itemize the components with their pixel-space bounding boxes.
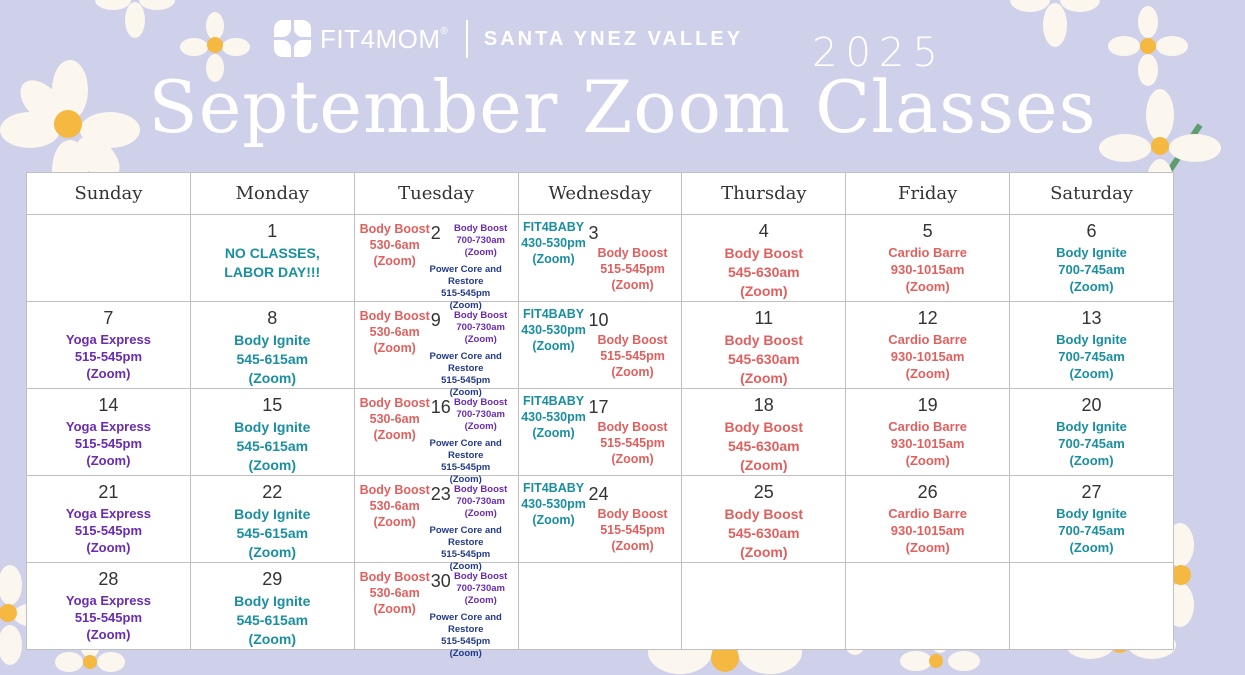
class-line: (Zoom) bbox=[740, 283, 788, 299]
class-line: 930-1015am bbox=[890, 262, 965, 277]
class-line: (Zoom) bbox=[464, 334, 497, 345]
class-line: (Zoom) bbox=[449, 387, 482, 398]
class-line: Body Ignite bbox=[1056, 245, 1127, 260]
weekday-saturday: Saturday bbox=[1010, 173, 1174, 215]
day-number: 29 bbox=[262, 569, 283, 589]
class-entry bbox=[682, 418, 845, 475]
class-line: (Zoom) bbox=[248, 457, 296, 473]
class-line: (Zoom) bbox=[373, 341, 416, 355]
day-number: 3 bbox=[588, 223, 599, 243]
brand-divider bbox=[466, 20, 468, 58]
day-number: 16 bbox=[430, 397, 451, 417]
calendar-day-22 bbox=[190, 476, 354, 563]
class-entry bbox=[682, 244, 845, 301]
class-entry bbox=[191, 244, 354, 282]
class-line: Power Core and Restore bbox=[429, 525, 502, 548]
calendar-day-25 bbox=[682, 476, 846, 563]
class-line: Body Ignite bbox=[1056, 332, 1127, 347]
class-line: FIT4BABY bbox=[522, 220, 585, 234]
class-line: 545-615am bbox=[236, 351, 309, 367]
weekday-monday: Monday bbox=[190, 173, 354, 215]
class-line: (Zoom) bbox=[86, 366, 131, 381]
class-entry bbox=[682, 331, 845, 388]
calendar-day-empty bbox=[518, 563, 682, 650]
class-line: Body Boost bbox=[359, 222, 430, 236]
calendar-day-7 bbox=[27, 302, 191, 389]
class-line: (Zoom) bbox=[905, 453, 950, 468]
class-line: (Zoom) bbox=[905, 540, 950, 555]
class-line: (Zoom) bbox=[740, 544, 788, 560]
class-body-boost-morning bbox=[359, 569, 431, 617]
calendar-week-row bbox=[27, 476, 1174, 563]
class-line: 545-630am bbox=[727, 351, 800, 367]
class-line: Body Ignite bbox=[1056, 419, 1127, 434]
class-line: 530-6am bbox=[369, 499, 420, 513]
year-label: 2025 bbox=[812, 30, 946, 76]
calendar-day-27 bbox=[1010, 476, 1174, 563]
class-line: (Zoom) bbox=[373, 428, 416, 442]
class-line: 515-545pm bbox=[441, 636, 491, 647]
class-line: Body Boost bbox=[724, 419, 804, 435]
class-line: (Zoom) bbox=[1069, 540, 1114, 555]
weekday-friday: Friday bbox=[846, 173, 1010, 215]
class-fit4baby bbox=[519, 306, 589, 354]
class-line: LABOR DAY!!! bbox=[224, 264, 321, 280]
class-line: (Zoom) bbox=[248, 370, 296, 386]
class-line: Body Boost bbox=[359, 396, 430, 410]
registered-mark: ® bbox=[440, 26, 448, 37]
class-entry bbox=[846, 244, 1009, 295]
class-line: 700-730am bbox=[456, 496, 505, 507]
class-line: 700-730am bbox=[456, 409, 505, 420]
class-line: (Zoom) bbox=[373, 254, 416, 268]
day-number: 21 bbox=[98, 482, 119, 502]
class-line: (Zoom) bbox=[449, 648, 482, 659]
day-number: 9 bbox=[430, 310, 441, 330]
class-line: (Zoom) bbox=[86, 627, 131, 642]
class-entry bbox=[27, 418, 190, 469]
class-line: Body Boost bbox=[454, 571, 508, 582]
day-number: 25 bbox=[753, 482, 774, 502]
class-line: 515-545pm bbox=[74, 349, 143, 364]
class-line: 530-6am bbox=[369, 586, 420, 600]
day-number: 1 bbox=[267, 221, 278, 241]
class-entry bbox=[1010, 331, 1173, 382]
class-line: Body Ignite bbox=[234, 419, 311, 435]
class-line: 700-730am bbox=[456, 322, 505, 333]
class-body-boost-evening bbox=[591, 245, 675, 293]
class-line: (Zoom) bbox=[86, 540, 131, 555]
class-fit4baby bbox=[519, 219, 589, 267]
calendar-day-16 bbox=[354, 389, 518, 485]
class-line: Body Boost bbox=[359, 483, 430, 497]
class-line: Power Core and Restore bbox=[429, 351, 502, 374]
class-line: (Zoom) bbox=[373, 602, 416, 616]
class-line: Cardio Barre bbox=[888, 419, 968, 434]
class-line: (Zoom) bbox=[611, 278, 654, 292]
class-line: (Zoom) bbox=[449, 300, 482, 311]
class-line: Body Boost bbox=[597, 420, 668, 434]
class-line: Body Boost bbox=[597, 246, 668, 260]
brand-header bbox=[272, 18, 743, 60]
daisy-flower-icon bbox=[95, 0, 175, 40]
class-line: Power Core and Restore bbox=[429, 264, 502, 287]
class-line: 930-1015am bbox=[890, 349, 965, 364]
class-line: 545-615am bbox=[236, 612, 309, 628]
class-body-boost-morning bbox=[359, 221, 431, 269]
class-line: 515-545pm bbox=[74, 523, 143, 538]
class-body-boost-early bbox=[451, 571, 511, 607]
class-line: 930-1015am bbox=[890, 523, 965, 538]
class-line: 530-6am bbox=[369, 325, 420, 339]
day-number: 10 bbox=[588, 310, 609, 330]
class-entry bbox=[27, 331, 190, 382]
class-line: (Zoom) bbox=[611, 539, 654, 553]
class-line: Power Core and Restore bbox=[429, 438, 502, 461]
class-line: (Zoom) bbox=[740, 457, 788, 473]
calendar-day-28 bbox=[27, 563, 191, 650]
calendar-day-empty bbox=[846, 563, 1010, 650]
calendar-day-19 bbox=[846, 389, 1010, 476]
day-number: 20 bbox=[1081, 395, 1102, 415]
class-line: (Zoom) bbox=[86, 453, 131, 468]
class-line: Body Boost bbox=[454, 397, 508, 408]
class-line: 700-745am bbox=[1058, 349, 1125, 364]
class-line: Body Boost bbox=[724, 245, 804, 261]
day-number: 19 bbox=[917, 395, 938, 415]
class-body-boost-evening bbox=[591, 419, 675, 467]
day-number: 8 bbox=[267, 308, 278, 328]
day-number: 12 bbox=[917, 308, 938, 328]
class-line: Cardio Barre bbox=[888, 245, 968, 260]
class-fit4baby bbox=[519, 480, 589, 528]
class-body-boost-evening bbox=[591, 332, 675, 380]
class-line: (Zoom) bbox=[1069, 279, 1114, 294]
day-number: 13 bbox=[1081, 308, 1102, 328]
calendar-day-23 bbox=[354, 476, 518, 572]
class-line: (Zoom) bbox=[464, 247, 497, 258]
class-line: Body Boost bbox=[724, 332, 804, 348]
weekday-thursday: Thursday bbox=[682, 173, 846, 215]
class-body-boost-early bbox=[451, 223, 511, 259]
class-line: (Zoom) bbox=[532, 426, 575, 440]
class-line: Yoga Express bbox=[65, 419, 151, 434]
class-line: 545-630am bbox=[727, 264, 800, 280]
weekday-sunday: Sunday bbox=[27, 173, 191, 215]
day-number: 14 bbox=[98, 395, 119, 415]
calendar-day-26 bbox=[846, 476, 1010, 563]
day-number: 23 bbox=[430, 484, 451, 504]
class-line: 430-530pm bbox=[521, 236, 586, 250]
class-line: FIT4BABY bbox=[522, 394, 585, 408]
class-line: (Zoom) bbox=[905, 279, 950, 294]
calendar-day-11 bbox=[682, 302, 846, 389]
class-line: (Zoom) bbox=[1069, 366, 1114, 381]
calendar-day-3 bbox=[518, 215, 682, 302]
calendar-day-9 bbox=[354, 302, 518, 398]
class-line: (Zoom) bbox=[532, 339, 575, 353]
class-body-boost-early bbox=[451, 397, 511, 433]
class-line: FIT4BABY bbox=[522, 307, 585, 321]
calendar-day-8 bbox=[190, 302, 354, 389]
calendar-day-15 bbox=[190, 389, 354, 476]
class-line: (Zoom) bbox=[449, 474, 482, 485]
class-line: Body Boost bbox=[597, 333, 668, 347]
class-line: 515-545pm bbox=[74, 610, 143, 625]
class-line: Body Ignite bbox=[234, 506, 311, 522]
class-line: (Zoom) bbox=[464, 508, 497, 519]
class-body-boost-early bbox=[451, 310, 511, 346]
class-line: (Zoom) bbox=[248, 544, 296, 560]
class-line: (Zoom) bbox=[905, 366, 950, 381]
class-line: (Zoom) bbox=[1069, 453, 1114, 468]
class-line: NO CLASSES, bbox=[224, 245, 320, 261]
class-line: 515-545pm bbox=[441, 288, 491, 299]
class-line: Body Boost bbox=[359, 570, 430, 584]
class-entry bbox=[846, 418, 1009, 469]
page-title: September Zoom Classes bbox=[148, 65, 1097, 149]
class-power-core bbox=[411, 612, 521, 660]
class-entry bbox=[1010, 418, 1173, 469]
class-line: 515-545pm bbox=[600, 262, 665, 276]
calendar-day-12 bbox=[846, 302, 1010, 389]
class-line: 700-730am bbox=[456, 235, 505, 246]
day-number: 15 bbox=[262, 395, 283, 415]
class-line: (Zoom) bbox=[464, 595, 497, 606]
class-line: 700-730am bbox=[456, 583, 505, 594]
class-line: 545-630am bbox=[727, 525, 800, 541]
calendar-day-13 bbox=[1010, 302, 1174, 389]
day-number: 11 bbox=[754, 308, 774, 328]
class-line: Body Boost bbox=[454, 223, 508, 234]
class-line: Body Ignite bbox=[1056, 506, 1127, 521]
class-line: 700-745am bbox=[1058, 262, 1125, 277]
class-entry bbox=[27, 505, 190, 556]
class-line: (Zoom) bbox=[740, 370, 788, 386]
class-entry bbox=[191, 331, 354, 388]
calendar-day-empty bbox=[27, 215, 191, 302]
calendar-week-row bbox=[27, 302, 1174, 389]
calendar-day-14 bbox=[27, 389, 191, 476]
day-number: 28 bbox=[98, 569, 119, 589]
calendar-day-29 bbox=[190, 563, 354, 650]
class-line: Cardio Barre bbox=[888, 506, 968, 521]
class-line: Body Boost bbox=[724, 506, 804, 522]
day-number: 7 bbox=[103, 308, 114, 328]
day-number: 4 bbox=[758, 221, 769, 241]
calendar-day-24 bbox=[518, 476, 682, 563]
class-line: 930-1015am bbox=[890, 436, 965, 451]
class-line: 515-545pm bbox=[74, 436, 143, 451]
calendar-week-row bbox=[27, 215, 1174, 302]
class-line: 700-745am bbox=[1058, 523, 1125, 538]
class-entry bbox=[846, 331, 1009, 382]
calendar-day-1 bbox=[190, 215, 354, 302]
class-line: Cardio Barre bbox=[888, 332, 968, 347]
class-line: 430-530pm bbox=[521, 497, 586, 511]
class-body-boost-morning bbox=[359, 395, 431, 443]
calendar-week-row bbox=[27, 389, 1174, 476]
calendar-day-20 bbox=[1010, 389, 1174, 476]
class-line: Yoga Express bbox=[65, 593, 151, 608]
class-line: Body Boost bbox=[454, 484, 508, 495]
class-entry bbox=[846, 505, 1009, 556]
day-number: 30 bbox=[430, 571, 451, 591]
class-line: Body Boost bbox=[359, 309, 430, 323]
class-line: Yoga Express bbox=[65, 332, 151, 347]
day-number: 18 bbox=[753, 395, 774, 415]
class-line: 515-545pm bbox=[600, 436, 665, 450]
brand-name: FIT4MOM bbox=[320, 23, 441, 54]
class-line: Power Core and Restore bbox=[429, 612, 502, 635]
class-entry bbox=[191, 418, 354, 475]
class-line: (Zoom) bbox=[464, 421, 497, 432]
class-line: 515-545pm bbox=[441, 549, 491, 560]
class-line: (Zoom) bbox=[611, 365, 654, 379]
class-line: (Zoom) bbox=[532, 513, 575, 527]
class-line: 545-615am bbox=[236, 525, 309, 541]
day-number: 22 bbox=[262, 482, 283, 502]
day-number: 17 bbox=[588, 397, 609, 417]
calendar-day-empty bbox=[682, 563, 846, 650]
day-number: 24 bbox=[588, 484, 609, 504]
fit4mom-logo-icon bbox=[272, 18, 314, 60]
class-body-boost-evening bbox=[591, 506, 675, 554]
class-line: (Zoom) bbox=[611, 452, 654, 466]
class-line: (Zoom) bbox=[248, 631, 296, 647]
day-number: 26 bbox=[917, 482, 938, 502]
class-line: 530-6am bbox=[369, 238, 420, 252]
class-line: (Zoom) bbox=[532, 252, 575, 266]
calendar-day-empty bbox=[1010, 563, 1174, 650]
calendar-grid bbox=[26, 172, 1174, 659]
class-entry bbox=[191, 505, 354, 562]
calendar-day-21 bbox=[27, 476, 191, 563]
calendar-day-4 bbox=[682, 215, 846, 302]
calendar-day-6 bbox=[1010, 215, 1174, 302]
weekday-wednesday: Wednesday bbox=[518, 173, 682, 215]
class-line: Body Ignite bbox=[234, 332, 311, 348]
class-line: 430-530pm bbox=[521, 323, 586, 337]
calendar-day-30 bbox=[354, 563, 518, 659]
class-line: 545-615am bbox=[236, 438, 309, 454]
day-number: 6 bbox=[1086, 221, 1097, 241]
class-fit4baby bbox=[519, 393, 589, 441]
class-body-boost-morning bbox=[359, 482, 431, 530]
class-line: Body Ignite bbox=[234, 593, 311, 609]
class-line: Yoga Express bbox=[65, 506, 151, 521]
class-entry bbox=[27, 592, 190, 643]
class-body-boost-early bbox=[451, 484, 511, 520]
class-line: 515-545pm bbox=[441, 375, 491, 386]
class-line: 530-6am bbox=[369, 412, 420, 426]
weekday-header-row bbox=[27, 173, 1174, 215]
class-line: Body Boost bbox=[454, 310, 508, 321]
calendar-day-5 bbox=[846, 215, 1010, 302]
location-label: SANTA YNEZ VALLEY bbox=[483, 27, 744, 50]
weekday-tuesday: Tuesday bbox=[354, 173, 518, 215]
class-line: 515-545pm bbox=[600, 349, 665, 363]
class-body-boost-morning bbox=[359, 308, 431, 356]
daisy-flower-icon bbox=[1010, 0, 1100, 50]
class-line: 515-545pm bbox=[600, 523, 665, 537]
class-line: 545-630am bbox=[727, 438, 800, 454]
class-entry bbox=[1010, 244, 1173, 295]
day-number: 27 bbox=[1081, 482, 1102, 502]
class-line: 430-530pm bbox=[521, 410, 586, 424]
day-number: 5 bbox=[922, 221, 933, 241]
calendar-day-17 bbox=[518, 389, 682, 476]
class-line: (Zoom) bbox=[373, 515, 416, 529]
class-entry bbox=[1010, 505, 1173, 556]
class-entry bbox=[191, 592, 354, 649]
class-entry bbox=[682, 505, 845, 562]
class-line: FIT4BABY bbox=[522, 481, 585, 495]
calendar-day-18 bbox=[682, 389, 846, 476]
class-line: (Zoom) bbox=[449, 561, 482, 572]
class-line: 700-745am bbox=[1058, 436, 1125, 451]
class-line: 515-545pm bbox=[441, 462, 491, 473]
calendar-day-10 bbox=[518, 302, 682, 389]
class-line: Body Boost bbox=[597, 507, 668, 521]
calendar-week-row bbox=[27, 563, 1174, 650]
calendar-day-2 bbox=[354, 215, 518, 311]
day-number: 2 bbox=[430, 223, 441, 243]
